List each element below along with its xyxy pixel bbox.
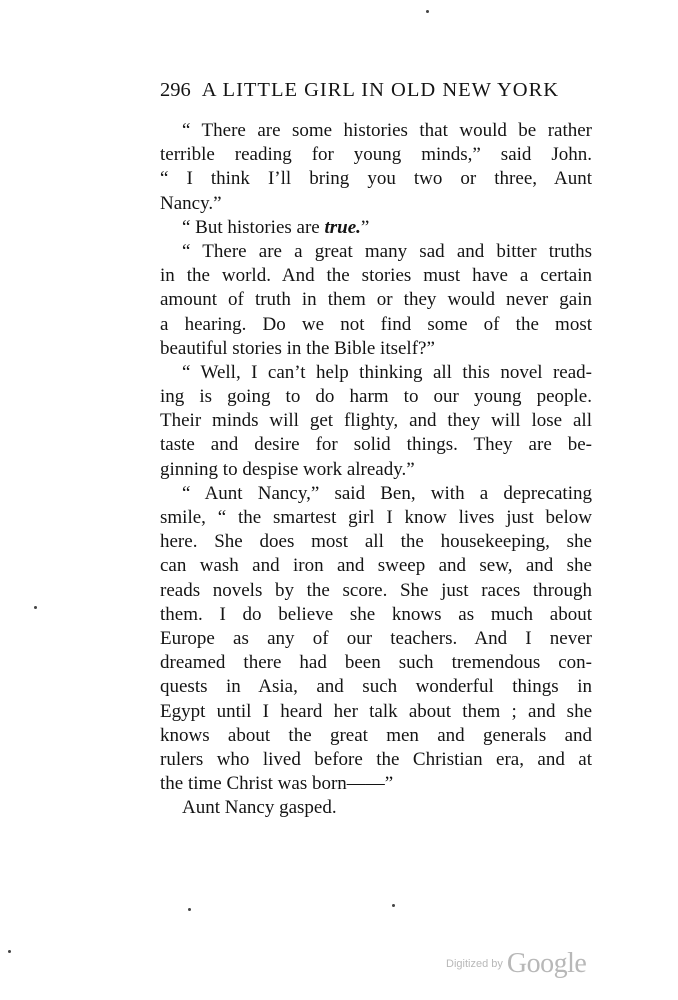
text-line: ginning to despise work already.” xyxy=(160,458,415,480)
text-line: Nancy.” xyxy=(160,192,222,214)
text-line: reads novels by the score. She just races through xyxy=(160,579,592,601)
text-line: knows about the great men and generals and xyxy=(160,724,592,746)
text-line: in the world. And the stories must have a certain xyxy=(160,265,592,287)
text-line: taste and desire for solid things. They are be- xyxy=(160,434,592,456)
scan-speck xyxy=(188,908,191,911)
running-title: A LITTLE GIRL IN OLD NEW YORK xyxy=(201,79,560,101)
text-line: “ Well, I can’t help thinking all this novel read- xyxy=(182,361,592,383)
italic-emphasis: true. xyxy=(324,216,361,238)
page-number: 296 xyxy=(160,79,191,101)
text-line: “ I think I’ll bring you two or three, Aunt xyxy=(160,168,592,190)
text-line: beautiful stories in the Bible itself?” xyxy=(160,337,435,359)
paragraph xyxy=(160,119,592,216)
text-line: “ There are some histories that would be rather xyxy=(182,120,592,141)
body-text xyxy=(160,119,592,820)
text-line: here. She does most all the housekeeping, she xyxy=(160,531,592,553)
text-line xyxy=(160,216,592,240)
paragraph xyxy=(160,240,592,361)
paragraph xyxy=(160,361,592,482)
text-line: “ Aunt Nancy,” said Ben, with a deprecating xyxy=(182,482,592,504)
text-line: quests in Asia, and such wonderful things in xyxy=(160,676,592,698)
paragraph xyxy=(160,216,592,240)
text-line: the time Christ was born——” xyxy=(160,773,394,795)
text-line: terrible reading for young minds,” said John. xyxy=(160,144,592,166)
text-line: smile, “ the smartest girl I know lives just below xyxy=(160,507,592,528)
digitized-watermark xyxy=(446,948,586,980)
text-run: ” xyxy=(360,216,370,238)
watermark-prefix: Digitized by xyxy=(446,958,503,970)
text-line: can wash and iron and sweep and sew, and she xyxy=(160,555,592,577)
text-line: Aunt Nancy gasped. xyxy=(182,797,337,819)
scan-speck xyxy=(392,904,395,907)
text-line: Their minds will get flighty, and they will lose all xyxy=(160,410,592,432)
text-line: rulers who lived before the Christian era, and at xyxy=(160,748,592,770)
text-line: Europe as any of our teachers. And I never xyxy=(160,627,592,649)
text-run: “ But histories are xyxy=(182,216,325,238)
paragraph xyxy=(160,796,592,820)
text-line: amount of truth in them or they would never gain xyxy=(160,289,592,311)
text-line: them. I do believe she knows as much about xyxy=(160,603,592,625)
scan-speck xyxy=(426,10,429,13)
watermark-brand: Google xyxy=(506,948,587,979)
paragraph xyxy=(160,482,592,796)
scan-speck xyxy=(34,606,37,609)
text-line: a hearing. Do we not find some of the most xyxy=(160,313,592,335)
text-line: dreamed there had been such tremendous con- xyxy=(160,652,592,674)
text-line: ing is going to do harm to our young people. xyxy=(160,386,592,408)
text-line: Egypt until I heard her talk about them ; and she xyxy=(160,700,592,722)
scan-speck xyxy=(8,950,11,953)
running-header xyxy=(160,78,580,102)
text-line: “ There are a great many sad and bitter truths xyxy=(182,240,592,262)
